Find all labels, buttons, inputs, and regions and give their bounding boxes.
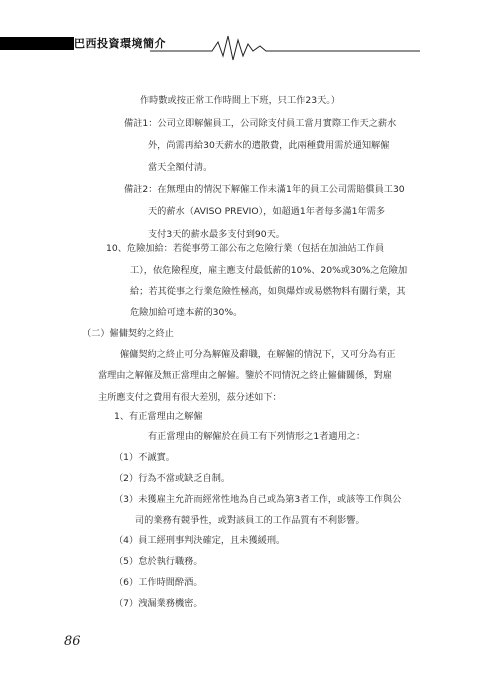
text-line: 當天全額付清。 (148, 162, 213, 173)
list-item: （6）工作時間酔酒。 (114, 577, 203, 588)
page-number: 86 (64, 634, 81, 649)
section-heading: （二）僱傭契約之終止 (82, 328, 174, 339)
text-line: 僱傭契約之終止可分為解僱及辭職，在解僱的情況下，又可分為有正 (120, 349, 396, 360)
list-item-continuation: 司的業務有競爭性，或對該員工的工作品質有不利影響。 (135, 515, 365, 526)
text-line: 支付3天的薪水最多支付到90天。 (148, 229, 285, 240)
text-line: 天的薪水（AVISO PREVIO），如超過1年者每多滿1年需多 (148, 206, 386, 217)
list-item: （1）不誠實。 (114, 452, 175, 463)
text-line: 作時數或按正常工作時間上下班，只工作23天。） (140, 95, 341, 106)
text-line: 工），依危險程度，雇主應支付最低薪的10%、20%或30%之危險加 (130, 265, 408, 276)
list-item: （4）員工經刑事判決確定，且未獲緩刑。 (114, 535, 286, 546)
text-line: 危險加給可達本薪的30%。 (130, 307, 243, 318)
text-line: 備註1：公司立即解僱員工，公司除支付員工當月實際工作天之薪水 (124, 118, 397, 129)
heartbeat-line-decoration (150, 30, 420, 64)
list-item: （7）洩漏業務機密。 (114, 598, 203, 609)
list-item: （5）怠於執行職務。 (114, 556, 203, 567)
text-line: 外，尚需再給30天薪水的遣散費，此兩種費用需於通知解僱 (148, 140, 390, 151)
text-line: 給；若其從事之行業危險性極高，如與爆炸或易燃物料有關行業，其 (130, 286, 406, 297)
list-item: （2）行為不當或缺乏自制。 (114, 473, 231, 484)
subsection-heading: 1、有正當理由之解僱 (114, 411, 203, 422)
text-line: 有正當理由的解僱於在員工有下列情形之1者適用之： (148, 431, 366, 442)
text-line: 備註2：在無理由的情況下解僱工作未滿1年的員工公司需賠償員工30 (124, 184, 405, 195)
text-line: 主所應支付之費用有很大差別，茲分述如下： (98, 392, 282, 403)
text-line: 當理由之解僱及無正當理由之解僱。鑒於不同情況之終止僱傭關係，對雇 (98, 370, 392, 381)
text-line: 10、危險加給：若從事勞工部公布之危險行業（包括在加油站工作員 (106, 243, 385, 254)
page-header (0, 0, 480, 70)
list-item: （3）未獲雇主允許而經常性地為自己或為第3者工作，或該等工作與公 (114, 494, 402, 505)
header-bar (0, 37, 74, 50)
running-title: 巴西投資環境簡介 (74, 37, 166, 50)
